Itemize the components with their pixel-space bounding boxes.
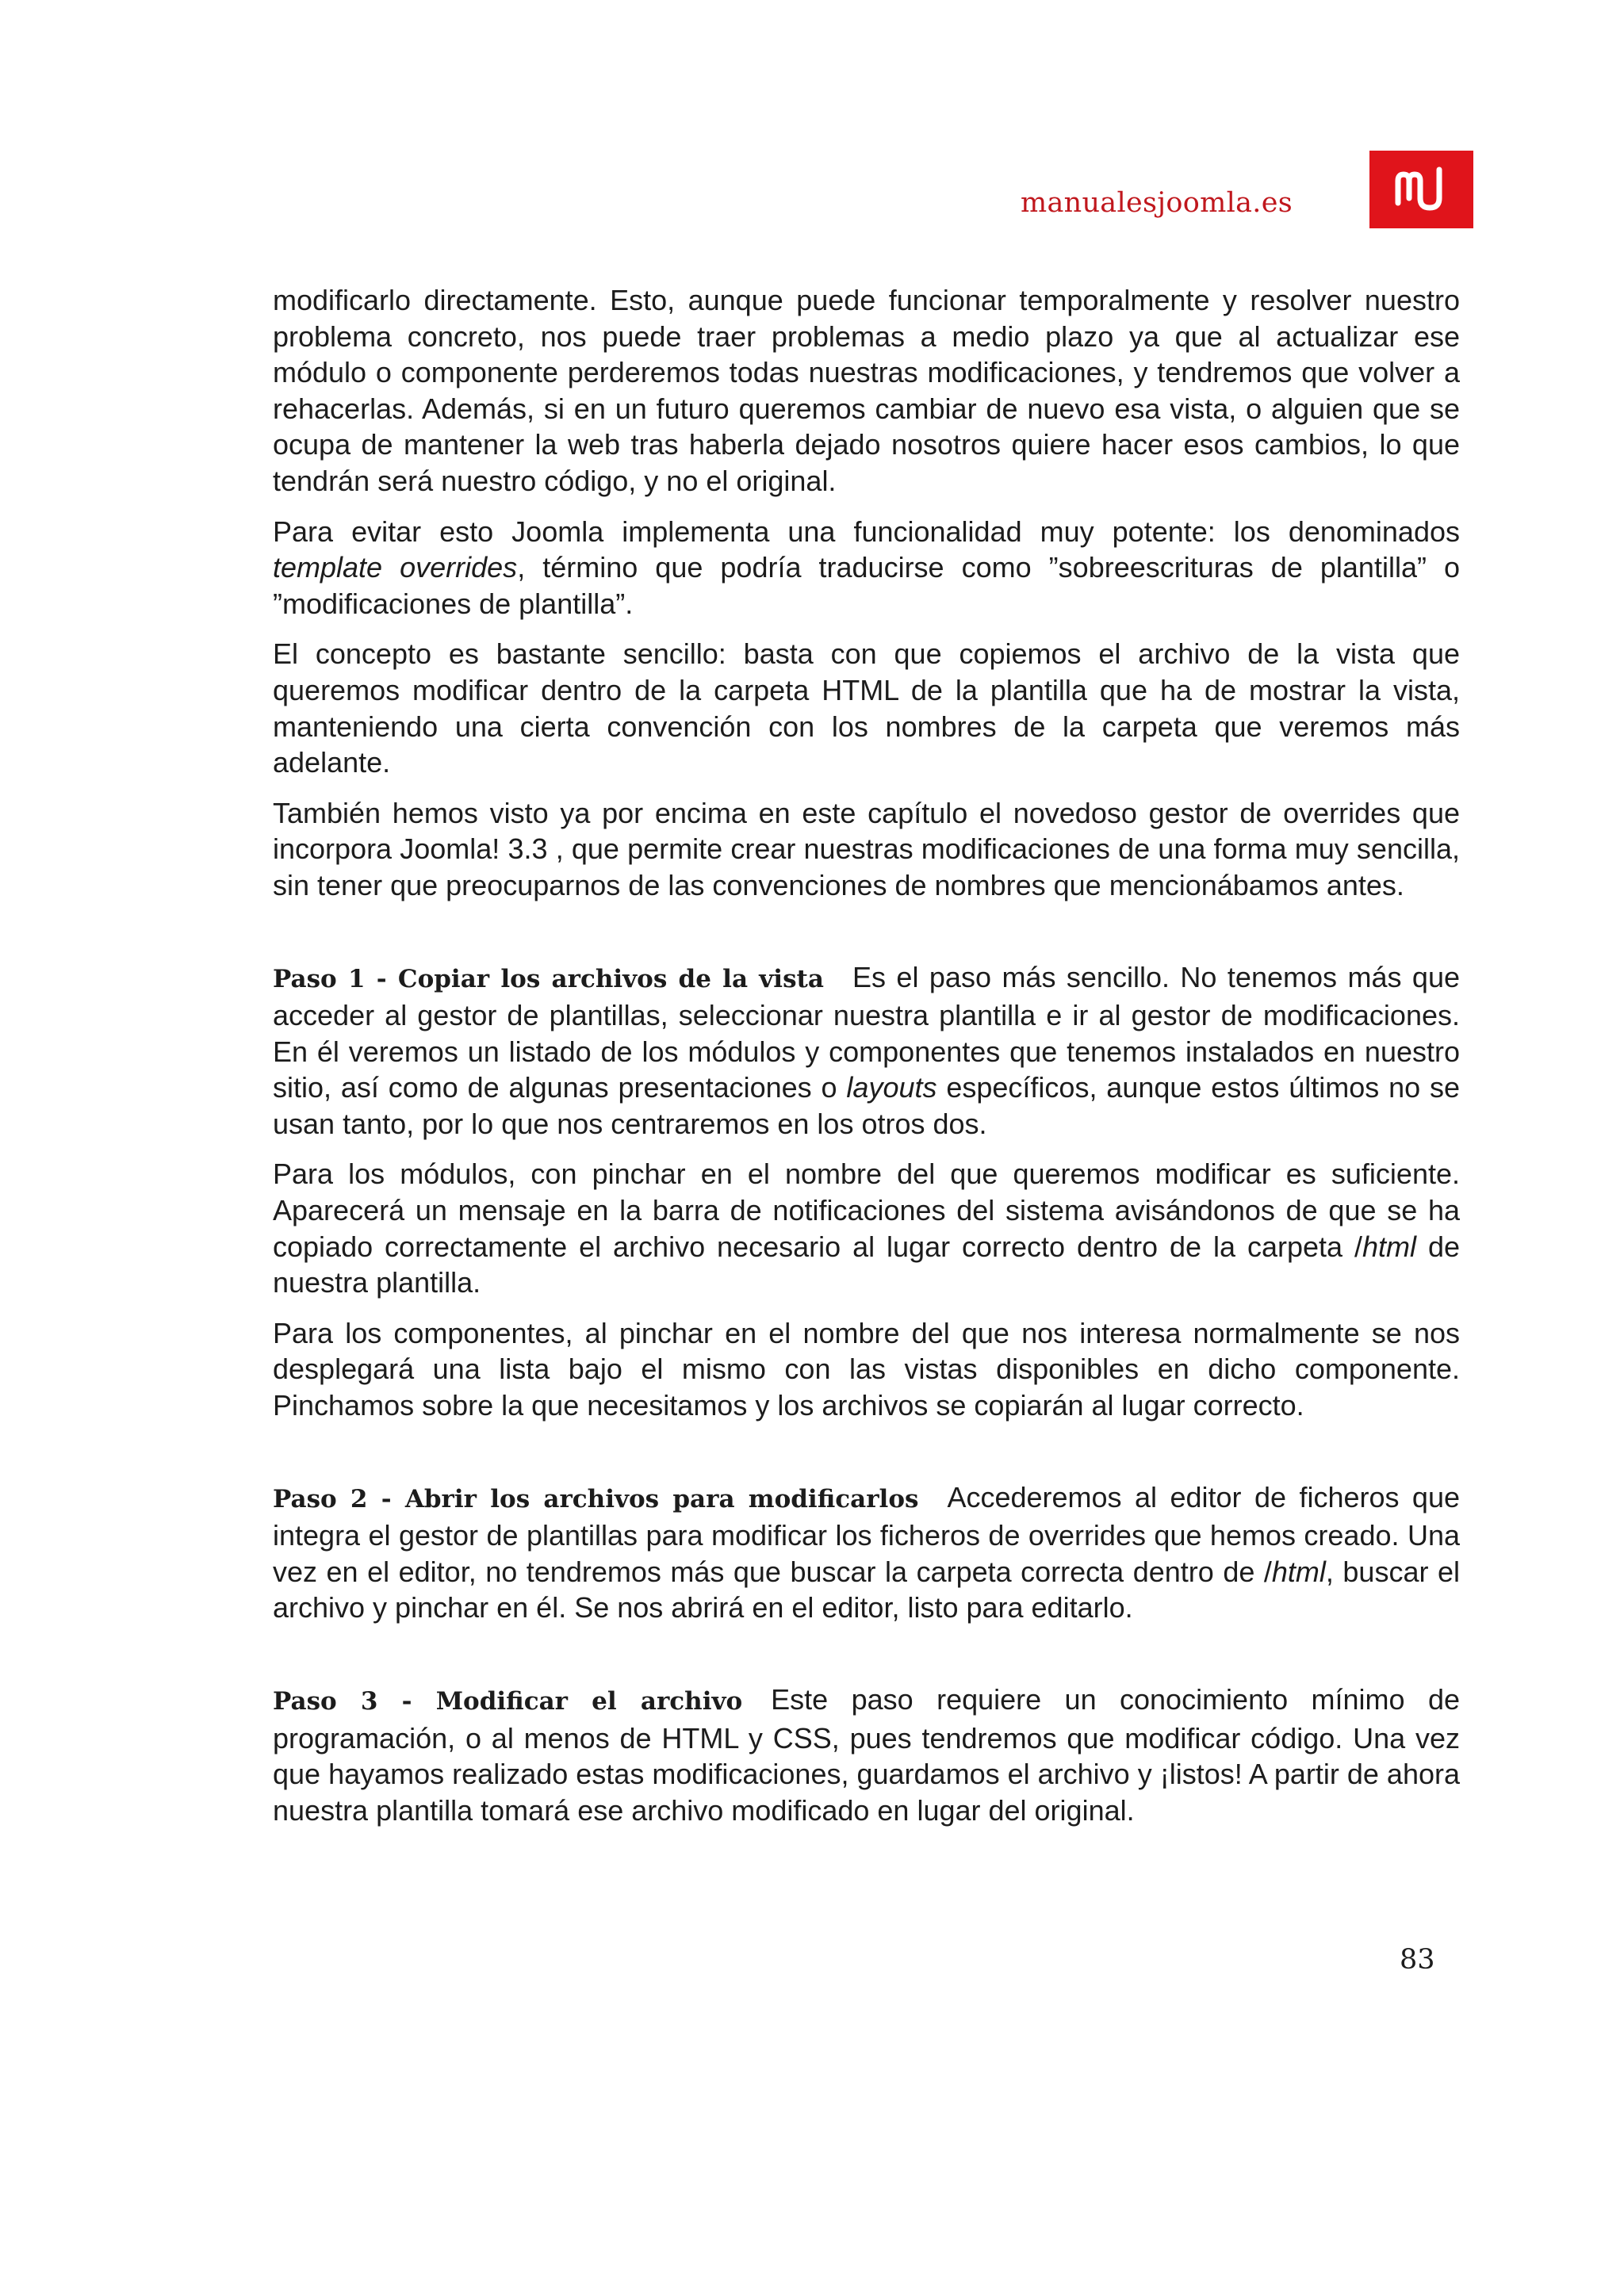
paragraph-4: También hemos visto ya por encima en este capítulo el novedoso gestor de overrides que incorpora Joomla! 3.3 , que permite crear nuestras modificaciones de una forma muy sencilla, sin tener que preocuparnos de las convenciones de nombres que mencionábamos antes.: [273, 796, 1460, 901]
step-1-paragraph: Paso 1 - Copiar los archivos de la vista Es el paso más sencillo. No tenemos más que acceder al gestor de plantillas, seleccionar nuestra plantilla e ir al gestor de modificaciones. En él veremos un listado de los módulos y componentes que tenemos instalados en nuestro sitio, así como de algunas presentaciones o layouts específicos, aunque estos últimos no se usan tanto, por lo que nos centraremos en los otros dos.: [273, 960, 1461, 1140]
step-2-title: Paso 2 - Abrir los archivos para modificarlos: [273, 1484, 919, 1513]
paragraph-modules: Para los módulos, con pinchar en el nombre del que queremos modificar es suficiente. Aparecerá un mensaje en la barra de notificaciones del sistema avisándonos de que se ha copiado correctamente el archivo necesario al lugar correcto dentro de la carpeta /html de nuestra plantilla.: [273, 1158, 1460, 1299]
emphasis-template-overrides: template overrides: [273, 551, 518, 584]
step-3-paragraph: Paso 3 - Modificar el archivo Este paso requiere un conocimiento mínimo de programación, o al menos de HTML y CSS, pues tendremos que modificar código. Una vez que hayamos realizado estas modificaciones, guardamos el archivo y ¡listos! A partir de ahora nuestra plantilla tomará ese archivo modificado en lugar del original.: [273, 1683, 1460, 1827]
page-number: 83: [1400, 1944, 1435, 1976]
paragraph-1: modificarlo directamente. Esto, aunque puede funcionar temporalmente y resolver nuestro problema concreto, nos puede traer problemas a medio plazo ya que al actualizar ese módulo o componente perderemos todas nuestras modificaciones, y tendremos que volver a rehacerlas. Además, si en un futuro queremos cambiar de nuevo esa vista, o alguien que se ocupa de mantener la web tras haberla dejado nosotros quiere hacer esos cambios, lo que tendrán será nuestro código, y no el original.: [273, 284, 1460, 497]
paragraph-components: Para los componentes, al pinchar en el nombre del que nos interesa normalmente se nos desplegará una lista bajo el mismo con las vistas disponibles en dicho componente. Pinchamos sobre la que necesitamos y los archivos se copiarán al lugar correcto.: [273, 1316, 1460, 1422]
emphasis-html-folder: html: [1362, 1230, 1417, 1263]
emphasis-layouts: layouts: [846, 1071, 937, 1104]
step-1-title: Paso 1 - Copiar los archivos de la vista: [273, 964, 824, 993]
emphasis-html-folder-2: html: [1271, 1555, 1326, 1588]
body-text: [273, 282, 1460, 1843]
paragraph-2: Para evitar esto Joomla implementa una funcionalidad muy potente: los denominados template overrides, término que podría traducirse como ”sobreescrituras de plantilla” o ”modificaciones de plantilla”.: [273, 515, 1461, 620]
step-3-title: Paso 3 - Modificar el archivo: [273, 1687, 743, 1716]
header-site-name: manualesjoomla.es: [1020, 187, 1293, 219]
mj-logo-icon: [1369, 151, 1473, 228]
paragraph-3: El concepto es bastante sencillo: basta con que copiemos el archivo de la vista que queremos modificar dentro de la carpeta HTML de la plantilla que ha de mostrar la vista, manteniendo una cierta convención con los nombres de la carpeta que veremos más adelante.: [273, 637, 1460, 779]
step-2-paragraph: Paso 2 - Abrir los archivos para modificarlos Accederemos al editor de ficheros que integra el gestor de plantillas para modificar los ficheros de overrides que hemos creado. Una vez en el editor, no tendremos más que buscar la carpeta correcta dentro de /html, buscar el archivo y pinchar en él. Se nos abrirá en el editor, listo para editarlo.: [273, 1480, 1460, 1624]
